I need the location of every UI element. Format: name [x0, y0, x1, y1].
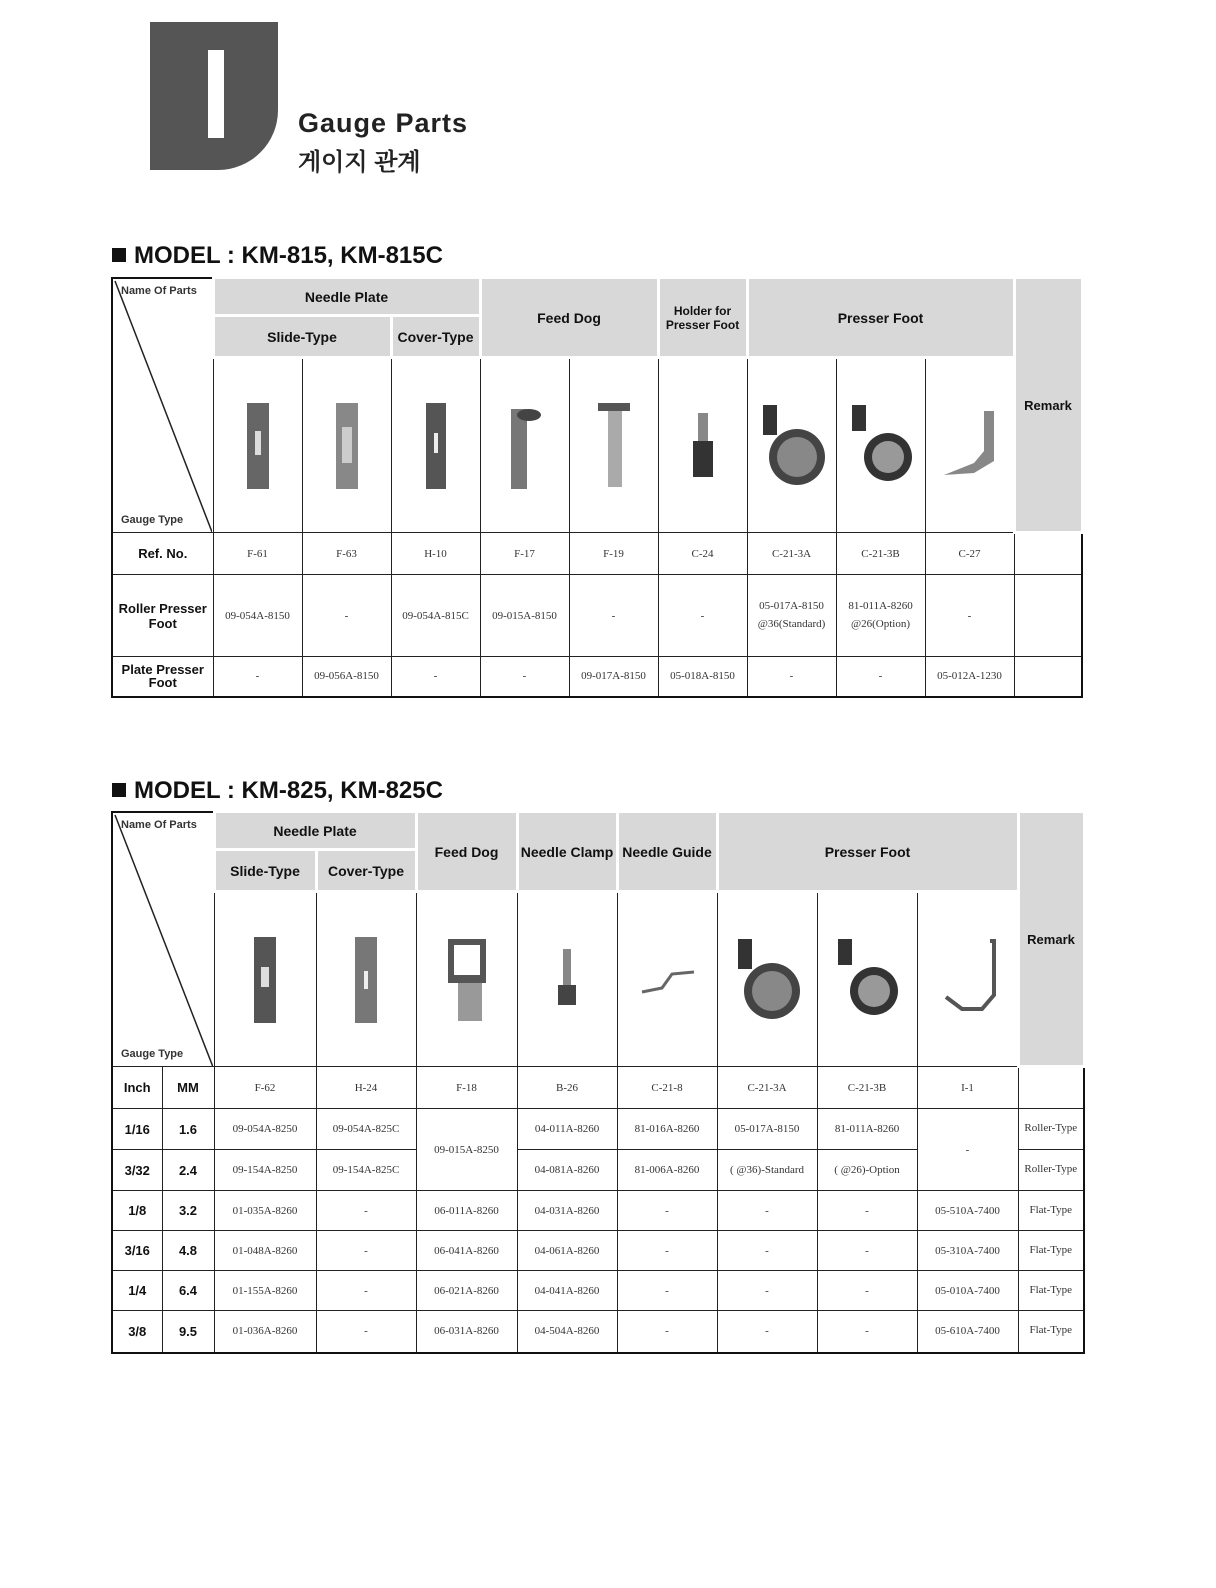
remark-cell: Roller-Type [1018, 1109, 1084, 1150]
part-cell: 01-155A-8260 [214, 1271, 316, 1311]
part-cell: - [917, 1109, 1018, 1191]
remark-cell [1014, 575, 1082, 657]
part-cell: 06-031A-8260 [416, 1311, 517, 1353]
header-needle-plate: Needle Plate [214, 812, 416, 850]
part-cell: 05-610A-7400 [917, 1311, 1018, 1353]
part-image-h24 [316, 892, 416, 1067]
part-cell: - [480, 657, 569, 697]
part-image-b26 [517, 892, 617, 1067]
part-cell: - [316, 1191, 416, 1231]
ref-cell: I-1 [917, 1067, 1018, 1109]
model1-heading: MODEL : KM-815, KM-815C [112, 242, 443, 270]
corner-diagonal [113, 279, 213, 533]
mm-cell: 6.4 [162, 1271, 214, 1311]
part-cell: - [817, 1231, 917, 1271]
part-cell: 09-054A-8150 [213, 575, 302, 657]
ref-cell: F-61 [213, 533, 302, 575]
part-image-f61 [213, 358, 302, 533]
part-cell: - [717, 1231, 817, 1271]
ref-cell: C-27 [925, 533, 1014, 575]
header-feed-dog: Feed Dog [480, 278, 658, 358]
ref-cell: C-21-3B [817, 1067, 917, 1109]
header-remark: Remark [1018, 812, 1084, 1067]
corner-cell: Name Of Parts Gauge Type [112, 812, 214, 1067]
header-holder: Holder for Presser Foot [658, 278, 747, 358]
mm-cell: 3.2 [162, 1191, 214, 1231]
part-cell: - [316, 1231, 416, 1271]
mm-cell: 1.6 [162, 1109, 214, 1150]
ref-cell: C-21-8 [617, 1067, 717, 1109]
part-image-c21-3b [836, 358, 925, 533]
header-slide-type: Slide-Type [214, 850, 316, 892]
part-cell: - [617, 1191, 717, 1231]
remark-cell: Flat-Type [1018, 1271, 1084, 1311]
part-cell: - [617, 1271, 717, 1311]
part-cell: 04-061A-8260 [517, 1231, 617, 1271]
part-cell: - [717, 1311, 817, 1353]
part-cell: - [302, 575, 391, 657]
part-cell: 09-015A-8250 [416, 1109, 517, 1191]
model1-table [111, 276, 1084, 698]
ref-cell: C-21-3B [836, 533, 925, 575]
part-cell: - [213, 657, 302, 697]
part-cell: 06-021A-8260 [416, 1271, 517, 1311]
section-letter-bar [208, 50, 224, 138]
header-presser-foot: Presser Foot [717, 812, 1018, 892]
ref-cell: C-21-3A [747, 533, 836, 575]
part-cell: 09-054A-8250 [214, 1109, 316, 1150]
remark-cell: Flat-Type [1018, 1191, 1084, 1231]
part-cell: 05-012A-1230 [925, 657, 1014, 697]
header-cover-type: Cover-Type [316, 850, 416, 892]
remark-cell [1014, 657, 1082, 697]
part-cell: 05-010A-7400 [917, 1271, 1018, 1311]
part-cell: - [658, 575, 747, 657]
ref-cell: F-19 [569, 533, 658, 575]
ref-cell: F-63 [302, 533, 391, 575]
mm-cell: 4.8 [162, 1231, 214, 1271]
part-cell: 05-510A-7400 [917, 1191, 1018, 1231]
part-cell: - [747, 657, 836, 697]
ref-cell: B-26 [517, 1067, 617, 1109]
part-image-h10 [391, 358, 480, 533]
remark-cell: Roller-Type [1018, 1150, 1084, 1191]
part-cell: 05-017A-8150 @36(Standard) [747, 575, 836, 657]
part-cell: 05-310A-7400 [917, 1231, 1018, 1271]
part-cell: 09-056A-8150 [302, 657, 391, 697]
bullet-square-icon [112, 248, 126, 262]
part-cell: 09-054A-815C [391, 575, 480, 657]
corner-diagonal [113, 813, 214, 1067]
part-cell: 09-154A-825C [316, 1150, 416, 1191]
part-cell: - [836, 657, 925, 697]
part-cell: 06-041A-8260 [416, 1231, 517, 1271]
part-image-i1 [917, 892, 1018, 1067]
page-title: Gauge Parts [298, 108, 469, 138]
header-remark: Remark [1014, 278, 1082, 533]
remark-cell [1014, 533, 1082, 575]
part-cell: ( @36)-Standard [717, 1150, 817, 1191]
header-cover-type: Cover-Type [391, 316, 480, 358]
mm-cell: 2.4 [162, 1150, 214, 1191]
part-image-c21-3b [817, 892, 917, 1067]
part-cell: - [316, 1311, 416, 1353]
part-cell: 05-018A-8150 [658, 657, 747, 697]
ref-cell: F-18 [416, 1067, 517, 1109]
ref-cell: F-17 [480, 533, 569, 575]
part-cell: - [925, 575, 1014, 657]
part-cell: 09-054A-825C [316, 1109, 416, 1150]
part-cell: - [316, 1271, 416, 1311]
header-feed-dog: Feed Dog [416, 812, 517, 892]
part-image-c27 [925, 358, 1014, 533]
part-cell: 81-011A-8260 @26(Option) [836, 575, 925, 657]
part-cell: - [569, 575, 658, 657]
header-needle-guide: Needle Guide [617, 812, 717, 892]
part-image-f62 [214, 892, 316, 1067]
part-cell: - [817, 1191, 917, 1231]
part-cell: - [391, 657, 480, 697]
row-label-roller: Roller Presser Foot [112, 575, 213, 657]
section-tab [150, 22, 278, 170]
part-cell: 04-081A-8260 [517, 1150, 617, 1191]
part-cell: 81-011A-8260 [817, 1109, 917, 1150]
header-slide-type: Slide-Type [213, 316, 391, 358]
inch-cell: 3/32 [112, 1150, 162, 1191]
col-inch-header: Inch [112, 1067, 162, 1109]
inch-cell: 3/16 [112, 1231, 162, 1271]
part-image-c21-3a [747, 358, 836, 533]
part-cell: 04-041A-8260 [517, 1271, 617, 1311]
part-cell: - [817, 1311, 917, 1353]
part-image-f18 [416, 892, 517, 1067]
mm-cell: 9.5 [162, 1311, 214, 1353]
model2-table [111, 810, 1086, 1354]
part-cell: 81-016A-8260 [617, 1109, 717, 1150]
part-image-f17 [480, 358, 569, 533]
inch-cell: 1/8 [112, 1191, 162, 1231]
part-cell: ( @26)-Option [817, 1150, 917, 1191]
ref-cell: C-24 [658, 533, 747, 575]
remark-cell: Flat-Type [1018, 1231, 1084, 1271]
part-image-f19 [569, 358, 658, 533]
header-presser-foot: Presser Foot [747, 278, 1014, 358]
ref-cell: H-10 [391, 533, 480, 575]
row-label-plate: Plate Presser Foot [112, 657, 213, 697]
part-image-c24 [658, 358, 747, 533]
part-cell: - [717, 1191, 817, 1231]
ref-cell: F-62 [214, 1067, 316, 1109]
part-cell: 04-504A-8260 [517, 1311, 617, 1353]
part-cell: 01-048A-8260 [214, 1231, 316, 1271]
corner-cell: Name Of Parts Gauge Type [112, 278, 213, 533]
page-title-korean: 게이지 관계 [298, 149, 421, 176]
part-cell: 01-036A-8260 [214, 1311, 316, 1353]
remark-cell [1018, 1067, 1084, 1109]
ref-cell: H-24 [316, 1067, 416, 1109]
inch-cell: 1/4 [112, 1271, 162, 1311]
ref-cell: C-21-3A [717, 1067, 817, 1109]
part-image-f63 [302, 358, 391, 533]
part-cell: 05-017A-8150 [717, 1109, 817, 1150]
part-cell: 06-011A-8260 [416, 1191, 517, 1231]
part-cell: - [617, 1231, 717, 1271]
header-needle-plate: Needle Plate [213, 278, 480, 316]
part-cell: 81-006A-8260 [617, 1150, 717, 1191]
header-needle-clamp: Needle Clamp [517, 812, 617, 892]
part-cell: 04-011A-8260 [517, 1109, 617, 1150]
part-cell: - [617, 1311, 717, 1353]
inch-cell: 1/16 [112, 1109, 162, 1150]
part-cell: 01-035A-8260 [214, 1191, 316, 1231]
remark-cell: Flat-Type [1018, 1311, 1084, 1353]
bullet-square-icon [112, 783, 126, 797]
part-cell: 04-031A-8260 [517, 1191, 617, 1231]
part-cell: - [717, 1271, 817, 1311]
col-mm-header: MM [162, 1067, 214, 1109]
part-image-c21-3a [717, 892, 817, 1067]
row-label-ref: Ref. No. [112, 533, 213, 575]
inch-cell: 3/8 [112, 1311, 162, 1353]
part-cell: 09-017A-8150 [569, 657, 658, 697]
part-image-c21-8 [617, 892, 717, 1067]
part-cell: 09-154A-8250 [214, 1150, 316, 1191]
part-cell: - [817, 1271, 917, 1311]
part-cell: 09-015A-8150 [480, 575, 569, 657]
model2-heading: MODEL : KM-825, KM-825C [112, 777, 443, 805]
